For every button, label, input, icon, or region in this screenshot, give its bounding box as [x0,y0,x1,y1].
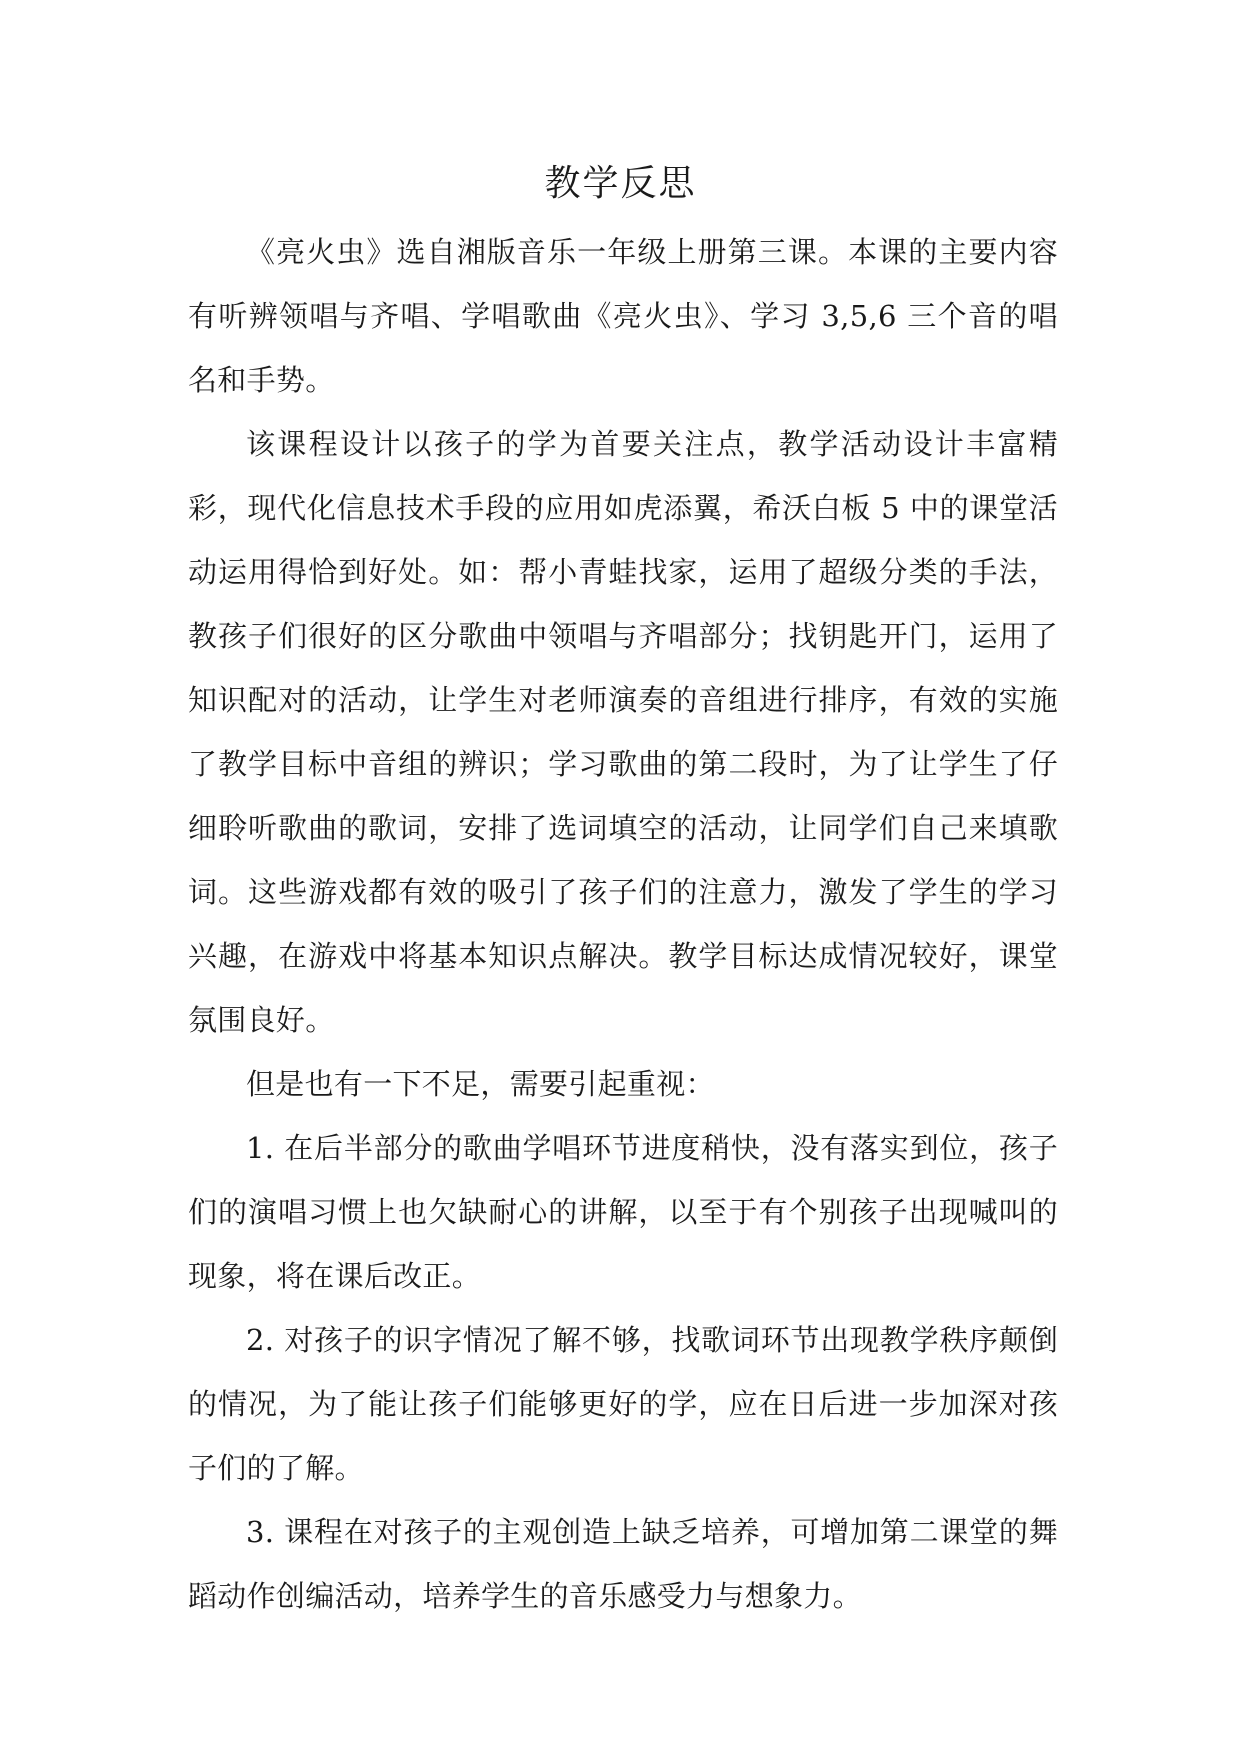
paragraph-point-3: 3. 课程在对孩子的主观创造上缺乏培养，可增加第二课堂的舞蹈动作创编活动，培养学生的音乐感受力与想象力。 [188,1515,1058,1613]
paragraph-point-2: 2. 对孩子的识字情况了解不够，找歌词环节出现教学秩序颠倒的情况，为了能让孩子们能够更好的学，应在日后进一步加深对孩子们的了解。 [188,1323,1058,1485]
paragraph-design: 该课程设计以孩子的学为首要关注点，教学活动设计丰富精彩，现代化信息技术手段的应用如虎添翼，希沃白板 5 中的课堂活动运用得恰到好处。如：帮小青蛙找家，运用了超级分类的手法，教孩子们很好的区分歌曲中领唱与齐唱部分；找钥匙开门，运用了知识配对的活动，让学生对老师演奏的音组进行排序，有效的实施了教学目标中音组的辨识；学习歌曲的第二段时，为了让学生了仔细聆听歌曲的歌词，安排了选词填空的活动，让同学们自己来填歌词。这些游戏都有效的吸引了孩子们的注意力，激发了学生的学习兴趣，在游戏中将基本知识点解决。教学目标达成情况较好，课堂氛围良好。 [188,427,1058,1037]
paragraph-intro: 《亮火虫》选自湘版音乐一年级上册第三课。本课的主要内容有听辨领唱与齐唱、学唱歌曲《亮火虫》、学习 3,5,6 三个音的唱名和手势。 [188,235,1058,397]
paragraph-point-1: 1. 在后半部分的歌曲学唱环节进度稍快，没有落实到位，孩子们的演唱习惯上也欠缺耐心的讲解，以至于有个别孩子出现喊叫的现象，将在课后改正。 [188,1131,1058,1293]
document-title: 教学反思 [544,163,697,204]
paragraph-shortcomings-intro: 但是也有一下不足，需要引起重视： [246,1067,715,1101]
document-body [188,220,1058,1628]
